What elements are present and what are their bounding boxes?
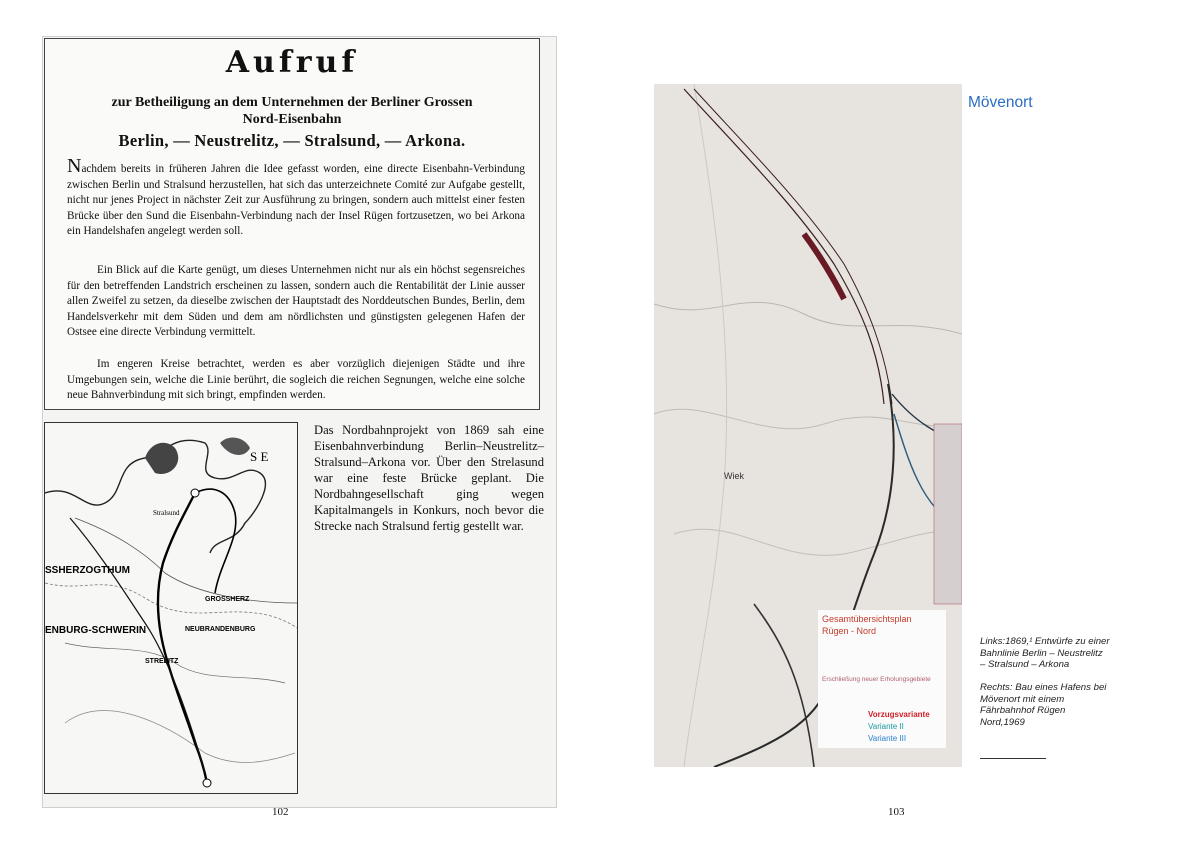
plan-label-wiek: Wiek (724, 471, 744, 481)
map-town-stralsund: Stralsund (153, 509, 180, 517)
town-area (934, 424, 962, 604)
island-ruegen (145, 443, 178, 474)
legend-item-erholung: Erschließung neuer Erholungsgebiete (822, 676, 931, 683)
plan-legend (818, 610, 946, 748)
historic-railway-map (44, 422, 298, 794)
map-caption: Das Nordbahnprojekt von 1869 sah eine Eisenbahnverbindung Berlin–Neustrelitz–Stralsund–Arkona vor. Über den Strelasund war eine feste Brücke geplant. Die Nordbahngesellschaft ging wegen Kapitalmangels in Konkurs, noch bevor die Strecke nach Stralsund fertig gestellt war. (314, 423, 544, 533)
nordbahn-line (158, 493, 207, 783)
map-town-neubrandenburg: NEUBRANDENBURG (185, 626, 256, 633)
page-number-left: 102 (272, 806, 289, 818)
legend-variante-3: Variante III (868, 734, 907, 743)
stralsund-marker (191, 489, 199, 497)
note-left-text: 1869,¹ Entwürfe zu einer Bahnlinie Berlin – Neustrelitz – Stralsund – Arkona (980, 636, 1110, 670)
map-town-strelitz: STRELITZ (145, 658, 179, 665)
figure-note (980, 636, 1110, 728)
note-right-text: Bau eines Hafens bei Mövenort mit einem Fährbahnhof Rügen Nord,1969 (980, 682, 1107, 728)
road-line-1 (75, 518, 297, 603)
aufruf-subtitle-line2: Nord-Eisenbahn (242, 112, 342, 127)
aufruf-subtitle (45, 94, 539, 128)
map-region-3: GROSSHERZ (205, 596, 250, 603)
aufruf-paragraph-2: Ein Blick auf die Karte genügt, um dieses Unternehmen nicht nur als ein höchst segensreiches für den betreffenden Landstrich erscheinen zu lassen, sondern auch die Rentabilität der Linie ausser allen Zweifel zu setzen, da dieselbe zwischen der Hauptstadt des Norddeutschen Bundes, Berlin, dem Handelsverkehr mit dem Süden und dem am nördlichsten und günstigsten gelegenen Hafen der Ostsee eine directe Verbindung vermittelt. (67, 264, 525, 338)
map-sea-label: S E (250, 449, 269, 464)
legend-title: Gesamtübersichtsplan (822, 614, 912, 624)
map-region-1: SSHERZOGTHUM (45, 565, 130, 576)
page-number-right: 103 (888, 806, 905, 818)
aufruf-subtitle-line1: zur Betheiligung an dem Unternehmen der Berliner Grossen (111, 95, 473, 110)
note-left-label: Links: (980, 636, 1006, 647)
legend-variante-2: Variante II (868, 722, 904, 731)
page-heading: Mövenort (968, 94, 1033, 111)
aufruf-cities: Berlin, — Neustrelitz, — Stralsund, — Arkona. (118, 131, 466, 150)
aufruf-document (44, 38, 540, 410)
island-hiddensee (220, 438, 250, 455)
legend-vorzugsvariante: Vorzugsvariante (868, 710, 930, 719)
aufruf-paragraph-1: Nachdem bereits in früheren Jahren die Idee gefasst worden, eine directe Eisenbahn-Verbindung zwischen Berlin und Stralsund herzustellen, hat sich das unterzeichnete Comité zur Aufgabe gestellt, nicht nur jenes Project in nächster Zeit zur Ausführung zu bringen, sondern auch mittelst einer festen Brücke über den Sund die Eisenbahn-Verbindung nach der Insel Rügen fortzusetzen, wo bei Arkona ein Handelshafen angelegt werden soll. (67, 155, 525, 237)
aufruf-paragraph-3: Im engeren Kreise betrachtet, werden es aber vorzüglich diejenigen Städte und ihre Umgebungen sein, welche die Linie berührt, die sogleich die reichen Segnungen, welche eine solche neue Bahnverbindung mit sich bringt, empfinden werden. (67, 358, 525, 401)
existing-railway (70, 518, 205, 773)
note-divider (980, 758, 1046, 759)
map-region-2: ENBURG-SCHWERIN (45, 625, 147, 636)
berlin-marker (203, 779, 211, 787)
border-line (45, 583, 297, 628)
stralsund-branch (195, 489, 236, 593)
legend-subtitle: Rügen - Nord (822, 626, 877, 636)
river-line (65, 711, 295, 763)
aufruf-title: Aufruf (225, 45, 359, 80)
note-right-label: Rechts: (980, 682, 1013, 693)
historic-map-drawing (45, 423, 297, 793)
